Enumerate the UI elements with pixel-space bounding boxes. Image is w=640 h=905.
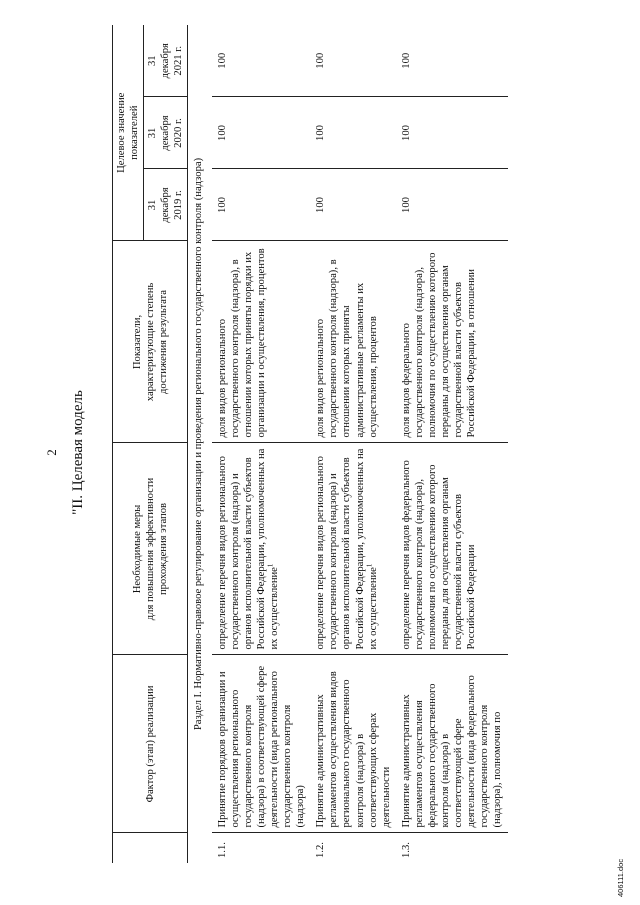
footnote-marker: 1 — [266, 563, 275, 568]
value-2020: 100 — [212, 97, 311, 169]
target-model-table — [112, 25, 508, 863]
value-2020: 100 — [310, 97, 396, 169]
header-factor: Фактор (этап) реализации — [113, 655, 188, 833]
row-factor: Принятие порядков организации и осуществления регионального государственного контроля (надзора) в соответствующей сфере деятельности (вида регионального государственного контроля (надзора) — [212, 655, 311, 833]
table-row — [310, 25, 396, 863]
table-row — [396, 25, 508, 863]
table-row — [212, 25, 311, 863]
file-name-footer: 406111.doc — [616, 858, 625, 897]
row-factor: Принятие административных регламентов осуществления видов регионального государственного контроля (надзора) в соответствующих сферах деятельности — [310, 655, 396, 833]
row-measures-text: определение перечня видов регионального государственного контроля (надзора) и органов исполнительной власти субъектов Российской Федерации, уполномоченных на их осуществление — [315, 448, 379, 650]
page-title: "II. Целевая модель — [70, 390, 86, 515]
header-year-2020: 31 декабря 2020 г. — [144, 97, 188, 169]
value-2019: 100 — [396, 169, 508, 241]
row-number: 1.3. — [400, 842, 412, 858]
header-indicators: Показатели, характеризующие степень достижения результата — [113, 241, 188, 443]
value-2021: 100 — [212, 25, 311, 97]
row-measures — [212, 443, 311, 655]
value-2019: 100 — [310, 169, 396, 241]
header-year-2021: 31 декабря 2021 г. — [144, 25, 188, 97]
footnote-marker: 1 — [365, 563, 374, 568]
row-indicator: доля видов регионального государственного контроля (надзора), в отношении которых приняты порядки их организации и осуществления, процентов — [212, 241, 311, 443]
page-number: 2 — [44, 449, 59, 456]
row-factor: Принятие административных регламентов осуществления федерального государственного контроля (надзора) в соответствующей сфере деятельности (вида федерального государственного контроля (надзора), полномочия по — [396, 655, 508, 833]
row-number: 1.2. — [315, 842, 327, 858]
row-measures-text: определение перечня видов регионального государственного контроля (надзора) и органов исполнительной власти субъектов Российской Федерации, уполномоченных на их осуществление — [216, 448, 280, 650]
row-indicator: доля видов федерального государственного контроля (надзора), полномочия по осуществлению которого переданы для осуществления органам государственной власти субъектов Российской Федерации, в отношении — [396, 241, 508, 443]
section-title: Раздел I. Нормативно-правовое регулирование организации и проведения регионального государственного контроля (надзора) — [193, 157, 205, 731]
value-2021: 100 — [310, 25, 396, 97]
header-year-2019: 31 декабря 2019 г. — [144, 169, 188, 241]
row-indicator: доля видов регионального государственного контроля (надзора), в отношении которых приняты административные регламенты их осуществления, процентов — [310, 241, 396, 443]
row-measures-text: определение перечня видов федерального государственного контроля (надзора), полномочия по осуществлению которого переданы для осуществления органам государственной власти субъектов Российской Федерации — [400, 460, 478, 650]
value-2019: 100 — [212, 169, 311, 241]
value-2020: 100 — [396, 97, 508, 169]
row-measures — [310, 443, 396, 655]
header-number — [113, 833, 188, 863]
header-measures: Необходимые меры для повышения эффективности прохождения этапов — [113, 443, 188, 655]
row-measures — [396, 443, 508, 655]
row-number: 1.1. — [216, 842, 228, 858]
header-target-value: Целевое значение показателей — [113, 25, 144, 241]
value-2021: 100 — [396, 25, 508, 97]
